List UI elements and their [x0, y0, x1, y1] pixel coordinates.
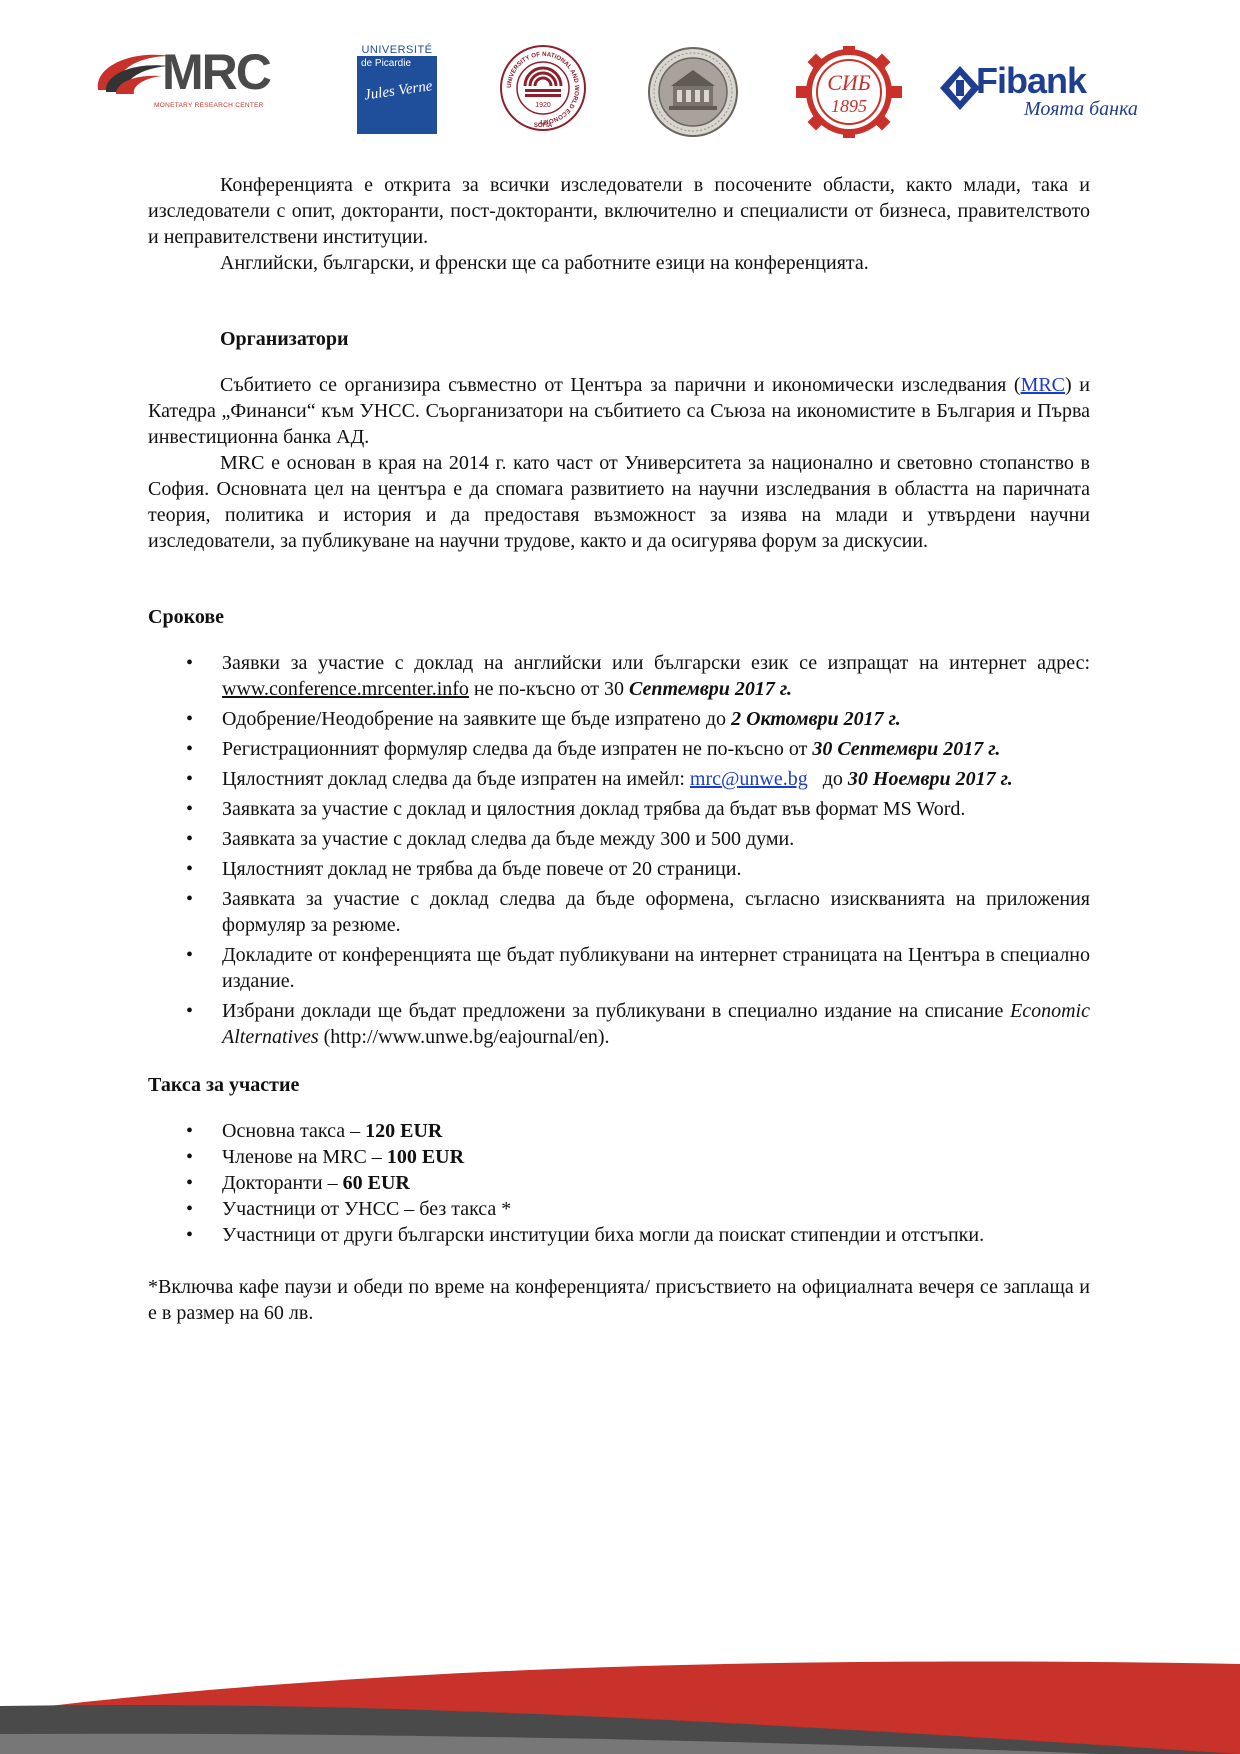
- fees-heading: Такса за участие: [148, 1074, 300, 1096]
- list-item: • Докладите от конференцията ще бъдат публикувани на интернет страницата на Центъра в специално издание.: [148, 942, 1090, 994]
- list-item: • Членове на MRC – 100 EUR: [148, 1144, 1090, 1170]
- building-seal-icon: [647, 46, 739, 138]
- research-centre-seal-logo: [647, 46, 739, 138]
- mrc-logo-subtitle: MONETARY RESEARCH CENTER: [154, 102, 264, 109]
- list-item: • Докторанти – 60 EUR: [148, 1170, 1090, 1196]
- sib-year: 1895: [831, 96, 867, 116]
- upjv-subtitle: de Picardie: [361, 58, 412, 69]
- mrc-logo-text: MRC: [162, 44, 270, 100]
- footer-swoosh-decoration: [0, 1614, 1240, 1754]
- list-item: • Одобрение/Неодобрение на заявките ще бъде изпратено до 2 Октомври 2017 г.: [148, 706, 1090, 732]
- footnote: *Включва кафе паузи и обеди по време на конференцията/ присъствието на официалната вечеря се заплаща и е в размер на 60 лв.: [148, 1276, 1090, 1324]
- list-item: • Регистрационният формуляр следва да бъде изпратен не по-късно от 30 Септември 2017 г.: [148, 736, 1090, 762]
- list-item: • Избрани доклади ще бъдат предложени за публикувани в специално издание на списание Economic Alternatives (http://www.unwe.bg/eajournal/en).: [148, 998, 1090, 1050]
- organizers-paragraph-1: Събитието се организира съвместно от Центъра за парични и икономически изследвания (MRC) и Катедра „Финанси“ към УНСС. Съорганизатори на събитието са Съюза на икономистите в България и Първа инвестиционна банка АД.: [148, 374, 1090, 448]
- upjv-box: [357, 56, 437, 134]
- conference-url-link[interactable]: www.conference.mrcenter.info: [222, 678, 469, 700]
- fees-list: [148, 1118, 1090, 1248]
- intro-paragraph-2: Английски, български, и френски ще са работните езици на конференцията.: [220, 252, 869, 274]
- deadlines-list: [148, 650, 1090, 1050]
- unwe-ring-text: UNIVERSITY OF NATIONAL AND WORLD ECONOMY: [505, 50, 581, 126]
- list-item: • Заявката за участие с доклад и цялостния доклад трябва да бъдат във формат MS Word.: [148, 796, 1090, 822]
- organizers-heading: Организатори: [220, 328, 349, 350]
- upjv-logo: [355, 44, 439, 134]
- list-item: • Заявката за участие с доклад следва да бъде оформена, съгласно изискванията на приложения формуляр за резюме.: [148, 886, 1090, 938]
- fibank-text: Fibank: [976, 60, 1087, 101]
- unwe-logo: [499, 44, 587, 132]
- deadlines-heading: Срокове: [148, 606, 225, 628]
- email-link[interactable]: mrc@unwe.bg: [689, 768, 808, 790]
- list-item: • Основна такса – 120 EUR: [148, 1118, 1090, 1144]
- fibank-mark-icon: [940, 66, 980, 110]
- logo-strip: [90, 44, 1150, 144]
- upjv-signature: Jules Verne: [363, 78, 434, 104]
- list-item: • Цялостният доклад не трябва да бъде повече от 20 страници.: [148, 856, 1090, 882]
- organizers-paragraph-2: MRC е основан в края на 2014 г. като част от Университета за национално и световно стопанство в София. Основната цел на центъра е да спомага развитието на научни изследвания в областта на паричната теория, политика и история и да предоставя възможност за изява на млади и утвърдени научни изследователи, за публикуване на научни трудове, както и да осигурява форум за дискусии.: [148, 452, 1090, 552]
- list-item: • Цялостният доклад следва да бъде изпратен на имейл: mrc@unwe.bg до 30 Ноември 2017 г.: [148, 766, 1090, 792]
- sib-text: СИБ: [827, 70, 871, 95]
- intro-paragraph-1: Конференцията е открита за всички изследователи в посочените области, както млади, така и изследователи с опит, докторанти, пост-докторанти, включително и специалисти от бизнеса, правителството и неправителствени институции.: [148, 174, 1090, 248]
- list-item: • Заявката за участие с доклад следва да бъде между 300 и 500 думи.: [148, 826, 1090, 852]
- upjv-title: UNIVERSITÉ: [361, 44, 433, 56]
- list-item: • Участници от други български институции биха могли да поискат стипендии и отстъпки.: [148, 1222, 1090, 1248]
- fibank-tagline: Моята банка: [1024, 98, 1138, 120]
- list-item: • Заявки за участие с доклад на английски или български език се изпращат на интернет адрес: www.conference.mrcenter.info не по-късно от 30 Септември 2017 г.: [148, 650, 1090, 702]
- unwe-city: SOFIA: [533, 123, 553, 129]
- sib-logo: [792, 46, 902, 138]
- list-item: • Участници от УНСС – без такса *: [148, 1196, 1090, 1222]
- document-body: [148, 172, 1090, 1326]
- gear-seal-icon: [792, 46, 902, 138]
- unwe-year: 1920: [535, 102, 551, 109]
- unwe-seal-icon: [499, 44, 587, 132]
- fibank-logo: [940, 60, 1138, 136]
- mrc-logo: [92, 44, 297, 114]
- mrc-link[interactable]: MRC: [1020, 374, 1066, 396]
